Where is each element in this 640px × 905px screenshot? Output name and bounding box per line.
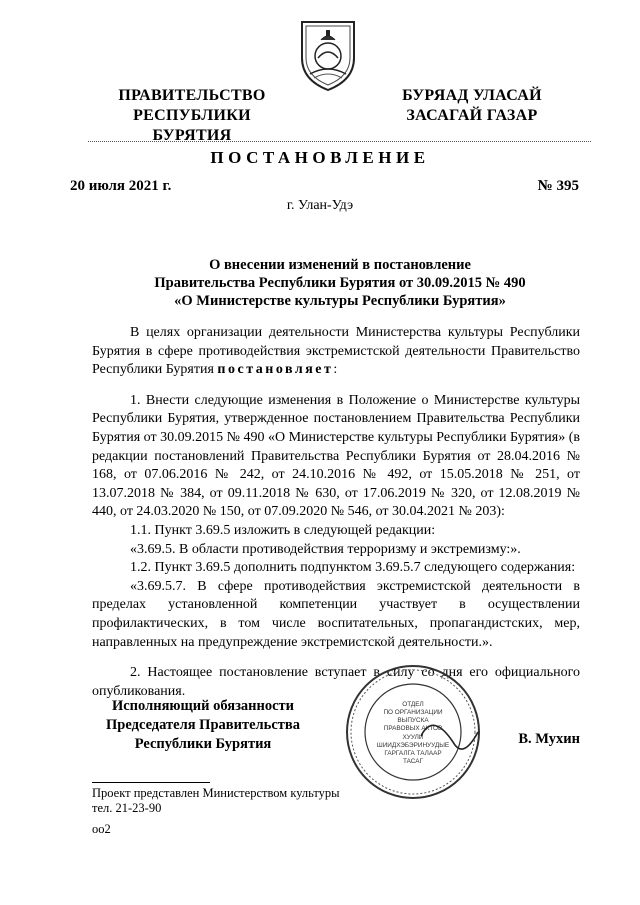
footer-divider: [92, 782, 210, 783]
official-seal-stamp: [343, 662, 483, 802]
footer-code: оо2: [92, 822, 111, 836]
footer-line2: тел. 21-23-90: [92, 801, 162, 815]
seal-text-6: ШИИДХЭБЭРИНУУДЫЕ: [376, 742, 450, 749]
preamble: [92, 324, 580, 380]
header-right-line1: БУРЯАД УЛАСАЙ: [402, 87, 542, 104]
preamble-text: В целях организации деятельности Министерства культуры Республики Бурятия в сфере противодействия экстремистской деятельности Правительство Республики Бурятия: [92, 325, 580, 378]
signatory-line2: Председателя Правительства: [106, 717, 300, 733]
header-divider: [88, 141, 591, 142]
signatory-line3: Республики Бурятия: [134, 736, 272, 752]
paragraph-1-2-text: «3.69.5.7. В сфере противодействия экстремистской деятельности в пределах установленной компетенции участвует в осуществлении профилактических, в том числе воспитательных, пропагандистских, мер, направленных на предупреждение экстремистской деятельности.».: [92, 578, 580, 650]
footer-note: [92, 786, 340, 816]
signatory-title: [98, 697, 308, 754]
coat-of-arms-emblem: [296, 18, 360, 92]
document-number: № 395: [537, 178, 579, 194]
seal-text-3: ВЫПУСКА: [397, 717, 429, 724]
signatory-line1: Исполняющий обязанности: [111, 698, 295, 714]
signatory-name: В. Мухин: [518, 731, 580, 747]
seal-text-2: ПО ОРГАНИЗАЦИИ: [383, 709, 443, 716]
header-right: [392, 86, 552, 126]
seal-text-5: ХУУЛИ: [402, 734, 424, 741]
seal-text-4: ПРАВОВЫХ АКТОВ: [383, 725, 443, 732]
paragraph-2: 2. Настоящее постановление вступает в силу со дня его официального опубликования.: [92, 665, 580, 699]
document-body: [92, 324, 580, 701]
seal-text-8: ТАСАГ: [402, 758, 424, 765]
paragraph-1-2: 1.2. Пункт 3.69.5 дополнить подпунктом 3.69.5.7 следующего содержания:: [130, 560, 576, 576]
header-left-line1: ПРАВИТЕЛЬСТВО: [118, 87, 266, 104]
seal-text-1: ОТДЕЛ: [402, 701, 424, 708]
paragraph-1: 1. Внести следующие изменения в Положение о Министерстве культуры Республики Бурятия, утвержденное постановлением Правительства Республики Бурятия от 30.09.2015 № 490 «О Министерстве культуры Республики Бурятия» (в редакции постановлений Правительства Республики Бурятия от 28.04.2016 № 168, от 07.06.2016 № 242, от 24.10.2016 № 492, от 15.05.2018 № 251, от 13.07.2018 № 384, от 09.11.2018 № 630, от 17.06.2019 № 320, от 12.08.2019 № 440, от 24.03.2020 № 150, от 07.09.2020 № 546, от 30.04.2021 № 203):: [92, 392, 580, 520]
paragraph-1-1: 1.1. Пункт 3.69.5 изложить в следующей редакции:: [130, 522, 436, 538]
document-subject: [110, 256, 570, 310]
document-date: 20 июля 2021 г.: [70, 178, 172, 194]
subject-line1: О внесении изменений в постановление: [209, 257, 471, 273]
footer-line1: Проект представлен Министерством культуры: [92, 786, 340, 800]
subject-line3: «О Министерстве культуры Республики Бурятия»: [174, 293, 506, 309]
document-city: г. Улан-Удэ: [286, 198, 354, 213]
paragraph-1-1-text: «3.69.5. В области противодействия терроризму и экстремизму:».: [130, 541, 521, 557]
preamble-keyword: постановляет: [217, 362, 334, 378]
preamble-end: :: [333, 362, 338, 378]
header-left-line2: РЕСПУБЛИКИ БУРЯТИЯ: [133, 107, 251, 144]
header-right-line2: ЗАСАГАЙ ГАЗАР: [406, 107, 538, 124]
subject-line2: Правительства Республики Бурятия от 30.09.2015 № 490: [154, 275, 526, 291]
doc-type-title: ПОСТАНОВЛЕНИЕ: [210, 148, 430, 167]
header-left: [92, 86, 292, 146]
seal-text-7: ГАРГАЛГА ТАЛААР: [384, 750, 442, 757]
